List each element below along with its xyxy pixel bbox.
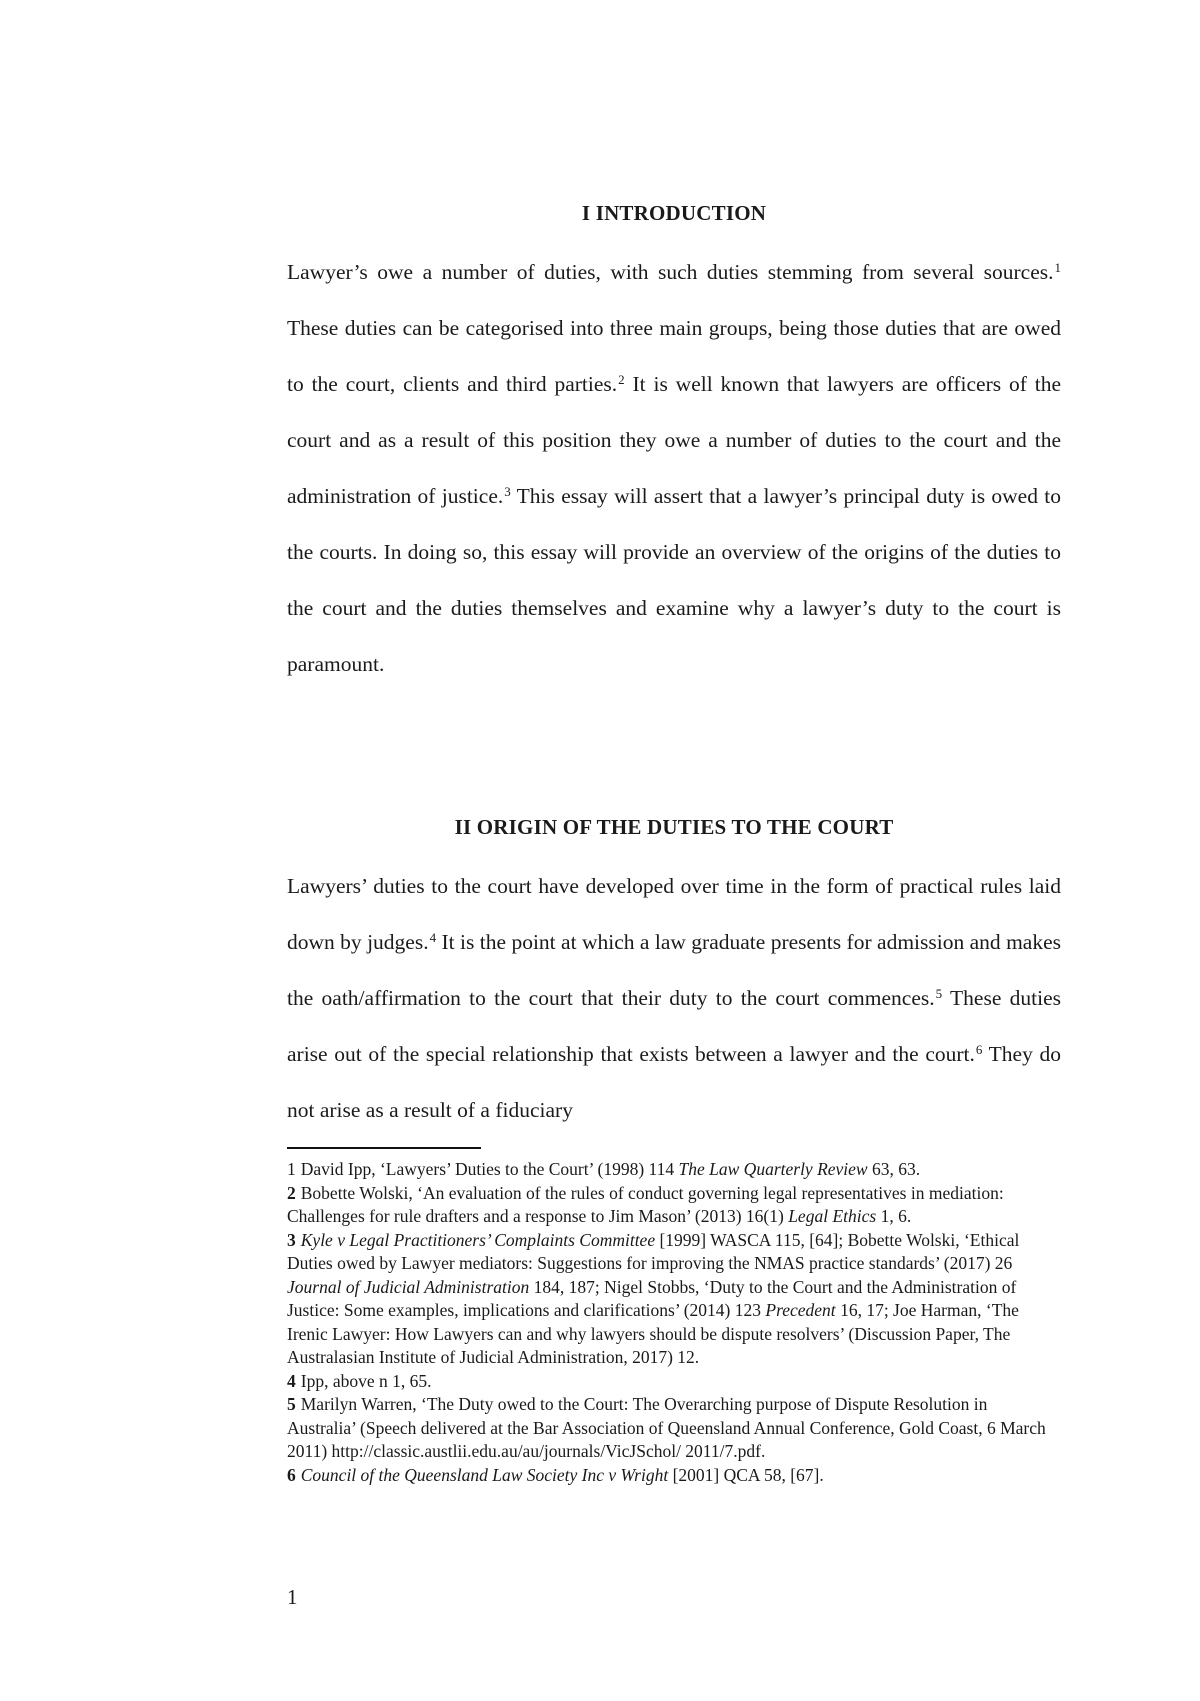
- paragraph-text: This essay will assert that a lawyer’s principal duty is owed to the courts. In doing so, this essay will provide an overview of the origins of the duties to the court and the duties themselves and examine why a lawyer’s duty to the court is paramount.: [287, 484, 1061, 676]
- paragraph-text: It is the point at which a law graduate presents for admission and makes the oath/affirmation to the court that their duty to the court commences.: [287, 930, 1061, 1010]
- footnote-item: [287, 1158, 1047, 1182]
- footnote-number: 1: [287, 1159, 296, 1179]
- footnote-text: 184, 187; Nigel Stobbs, ‘Duty to the Court and the Administration of Justice: Some examples, implications and clarifications’ (2014) 123: [287, 1276, 1017, 1320]
- footnote-item: [287, 1464, 1047, 1488]
- footnote-separator: [287, 1147, 481, 1149]
- paragraph-text: Lawyers’ duties to the court have developed over time in the form of practical rules laid down by judges.: [287, 874, 1061, 954]
- footnote-citation-title: Precedent: [765, 1300, 836, 1320]
- footnote-number: 5: [287, 1394, 296, 1414]
- footnote-reference[interactable]: 4: [429, 930, 437, 945]
- introduction-paragraph: [287, 244, 1061, 692]
- footnote-number: 3: [287, 1229, 296, 1250]
- footnote-item: [287, 1393, 1047, 1464]
- footnote-number: 6: [287, 1464, 296, 1485]
- paragraph-text: These duties can be categorised into three main groups, being those duties that are owed to the court, clients and third parties.: [287, 316, 1061, 396]
- paragraph-text: It is well known that lawyers are officers of the court and as a result of this position they owe a number of duties to the court and the administration of justice.: [287, 372, 1062, 508]
- section-heading-introduction: I INTRODUCTION: [581, 201, 767, 225]
- footnote-number: 2: [287, 1182, 296, 1203]
- footnote-text: 16, 17; Joe Harman, ‘The Irenic Lawyer: How Lawyers can and why lawyers should be dispute resolvers’ (Discussion Paper, The Australasian Institute of Judicial Administration, 2017) 12.: [287, 1300, 1019, 1367]
- footnote-reference[interactable]: 1: [1054, 260, 1061, 275]
- origin-paragraph: [287, 858, 1061, 1138]
- footnote-number: 4: [287, 1370, 296, 1391]
- footnote-citation-title: The Law Quarterly Review: [678, 1159, 868, 1179]
- footnote-text: Bobette Wolski, ‘An evaluation of the rules of conduct governing legal representatives in mediation: Challenges for rule drafters and a response to Jim Mason’ (2013) 16(1): [287, 1182, 1004, 1226]
- paragraph-text: These duties arise out of the special relationship that exists between a lawyer and the court.: [287, 986, 1061, 1066]
- footnote-text: 63, 63.: [867, 1159, 921, 1179]
- paragraph-text: They do not arise as a result of a fiduciary: [287, 1042, 1061, 1122]
- footnote-text: [2001] QCA 58, [67].: [668, 1464, 824, 1485]
- footnote-reference[interactable]: 3: [504, 484, 511, 499]
- section-heading-origin: II ORIGIN OF THE DUTIES TO THE COURT: [454, 815, 894, 839]
- footnote-item: [287, 1229, 1047, 1370]
- footnote-citation-title: Council of the Queensland Law Society Inc v Wright: [300, 1464, 669, 1485]
- footnote-reference[interactable]: 6: [975, 1042, 983, 1057]
- footnote-reference[interactable]: 2: [618, 372, 625, 387]
- footnote-text: [1999] WASCA 115, [64]; Bobette Wolski, ‘Ethical Duties owed by Lawyer mediators: Suggestions for improving the NMAS practice standards’ (2017) 26: [287, 1229, 1020, 1273]
- footnote-text: David Ipp, ‘Lawyers’ Duties to the Court’ (1998) 114: [300, 1159, 679, 1179]
- paragraph-text: Lawyer’s owe a number of duties, with such duties stemming from several sources.: [287, 260, 1054, 284]
- footnote-reference[interactable]: 5: [935, 986, 943, 1001]
- footnotes-list: [287, 1158, 1047, 1487]
- footnote-text: Marilyn Warren, ‘The Duty owed to the Court: The Overarching purpose of Dispute Resolution in Australia’ (Speech delivered at the Bar Association of Queensland Annual Conference, Gold Coast, 6 March 2011) http://classic.austlii.edu.au/au/journals/VicJSchol/ 2011/7.pdf.: [287, 1394, 1046, 1461]
- page-number: 1: [287, 1585, 298, 1609]
- footnote-citation-title: Journal of Judicial Administration: [287, 1276, 530, 1297]
- footnote-item: [287, 1182, 1047, 1229]
- footnote-citation-title: Legal Ethics: [788, 1206, 877, 1226]
- footnote-item: [287, 1370, 1047, 1394]
- footnote-text: Ipp, above n 1, 65.: [300, 1370, 432, 1391]
- footnote-citation-title: Kyle v Legal Practitioners’ Complaints Committee: [300, 1229, 656, 1250]
- footnote-text: 1, 6.: [876, 1206, 912, 1226]
